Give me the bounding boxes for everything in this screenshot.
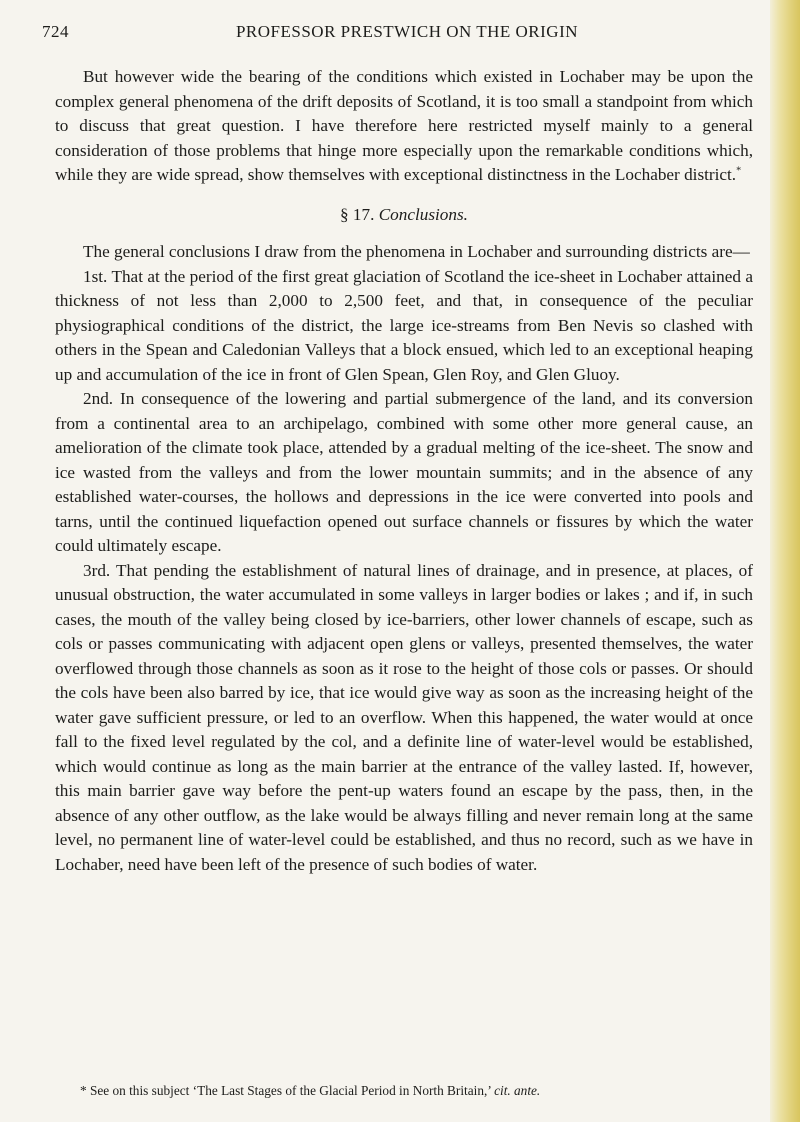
section-title: Conclusions. — [378, 204, 468, 224]
footnote-reference: * — [736, 165, 742, 177]
page-number: 724 — [42, 22, 69, 41]
footnote-text: * See on this subject ‘The Last Stages of the Glacial Period in North Britain,’ — [80, 1083, 491, 1098]
paragraph-intro-text: But however wide the bearing of the conditions which existed in Lochaber may be upon the complex general phenomena of the drift deposits of Scotland, it is too small a standpoint from which to discuss that great question. I have therefore here restricted myself mainly to a general consideration of those problems that hinge more especially upon the remarkable conditions which, while they are wide spread, show themselves with exceptional distinctness in the Lochaber district. — [55, 67, 753, 184]
section-heading — [55, 203, 753, 228]
paragraph-first-conclusion: 1st. That at the period of the first great glaciation of Scotland the ice-sheet in Lochaber attained a thickness of not less than 2,000 to 2,500 feet, and that, in consequence of the peculiar physiographical conditions of the district, the large ice-streams from Ben Nevis so clashed with others in the Spean and Caledonian Valleys that a block ensued, which led to an exceptional heaping up and accumulation of the ice in front of Glen Spean, Glen Roy, and Glen Gluoy. — [55, 266, 753, 384]
footnote-citation: cit. ante. — [494, 1083, 541, 1098]
footnote — [80, 1083, 750, 1099]
body-text — [55, 65, 753, 877]
paragraph-second-conclusion: 2nd. In consequence of the lowering and partial submergence of the land, and its conversion from a continental area to an archipelago, combined with some other more general cause, an amelioration of the climate took place, attended by a gradual melting of the ice-sheet. The snow and ice wasted from the valleys and from the lower mountain summits; and in the absence of any established water-courses, the hollows and depressions in the ice were converted into pools and tarns, until the continued liquefaction opened out surface channels or fissures by which the water could ultimately escape. — [55, 389, 753, 555]
paragraph-intro — [55, 65, 753, 188]
page-edge-discoloration — [770, 0, 800, 1122]
paragraph-third-conclusion: 3rd. That pending the establishment of natural lines of drainage, and in presence, at places, of unusual obstruction, the water accumulated in some valleys in larger bodies or lakes ; and if, in such cases, the mouth of the valley being closed by ice-barriers, other lower channels of escape, such as cols or passes communicating with adjacent open glens or valleys, presented themselves, the water overflowed through those channels as soon as it rose to the height of those cols or passes. Or should the cols have been also barred by ice, that ice would give way as soon as the increasing height of the water gave sufficient pressure, or led to an overflow. When this happened, the water would at once fall to the fixed level regulated by the col, and a definite line of water-level would be established, which would continue as long as the main barrier at the entrance of the valley lasted. If, however, this main barrier gave way before the pent-up waters found an escape by the pass, then, in the absence of any other outflow, as the lake would be always filling and never remain long at the same level, no permanent line of water-level could be established, and thus no record, such as we have in Lochaber, need have been left of the presence of such bodies of water. — [55, 560, 753, 874]
running-title: PROFESSOR PRESTWICH ON THE ORIGIN — [235, 22, 579, 41]
running-header — [42, 22, 752, 44]
paragraph-conclusions-intro: The general conclusions I draw from the phenomena in Lochaber and surrounding districts are— — [83, 242, 750, 261]
section-number: § 17. — [340, 204, 375, 224]
